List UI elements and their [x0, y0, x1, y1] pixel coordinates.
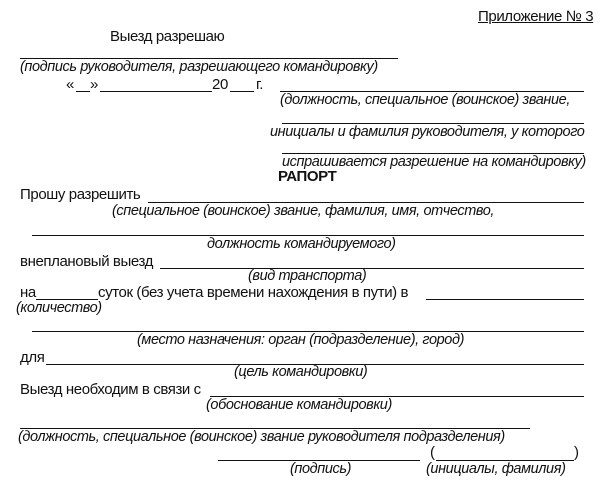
date-day-line[interactable] [76, 91, 90, 92]
initials-paren-close: ) [574, 444, 579, 461]
transport-line[interactable] [160, 268, 584, 269]
head-position-caption: (должность, специальное (воинское) звание руководителя подразделения) [18, 429, 505, 445]
initials-paren-open: ( [430, 444, 435, 461]
date-year-prefix: 20 [212, 76, 228, 93]
addressee-caption-1: (должность, специальное (воинское) звание, [280, 92, 570, 108]
quantity-caption: (количество) [16, 300, 102, 316]
date-month-line[interactable] [100, 91, 212, 92]
transport-caption: (вид транспорта) [248, 268, 367, 284]
position-caption: должность командируемого) [207, 236, 396, 252]
appendix-label: Приложение № 3 [478, 8, 594, 25]
date-open-quote: « [66, 76, 74, 93]
date-year-suffix: г. [256, 76, 264, 93]
days-label: суток (без учета времени нахождения в пути) в [98, 284, 409, 301]
on-label: на [20, 284, 36, 301]
approval-label: Выезд разрешаю [110, 28, 225, 45]
destination-caption: (место назначения: орган (подразделение), город) [137, 332, 465, 348]
name-caption: (специальное (воинское) звание, фамилия, имя, отчество, [112, 203, 495, 219]
for-label: для [20, 349, 45, 366]
addressee-caption-3: испрашивается разрешение на командировку) [282, 154, 586, 170]
trip-label: внеплановый выезд [20, 253, 153, 270]
signature-caption: (подпись) [290, 461, 352, 477]
destination-start-line[interactable] [426, 299, 584, 300]
reason-label: Выезд необходим в связи с [20, 381, 201, 398]
addressee-caption-2: инициалы и фамилия руководителя, у которого [270, 124, 585, 140]
date-close-quote: » [90, 76, 98, 93]
approval-signature-caption: (подпись руководителя, разрешающего командировку) [20, 59, 378, 75]
request-label: Прошу разрешить [20, 186, 141, 203]
initials-caption: (инициалы, фамилия) [426, 461, 566, 477]
reason-caption: (обоснование командировки) [206, 397, 392, 413]
document-title: РАПОРТ [278, 168, 337, 185]
purpose-caption: (цель командировки) [234, 364, 368, 380]
date-year-line[interactable] [230, 91, 254, 92]
